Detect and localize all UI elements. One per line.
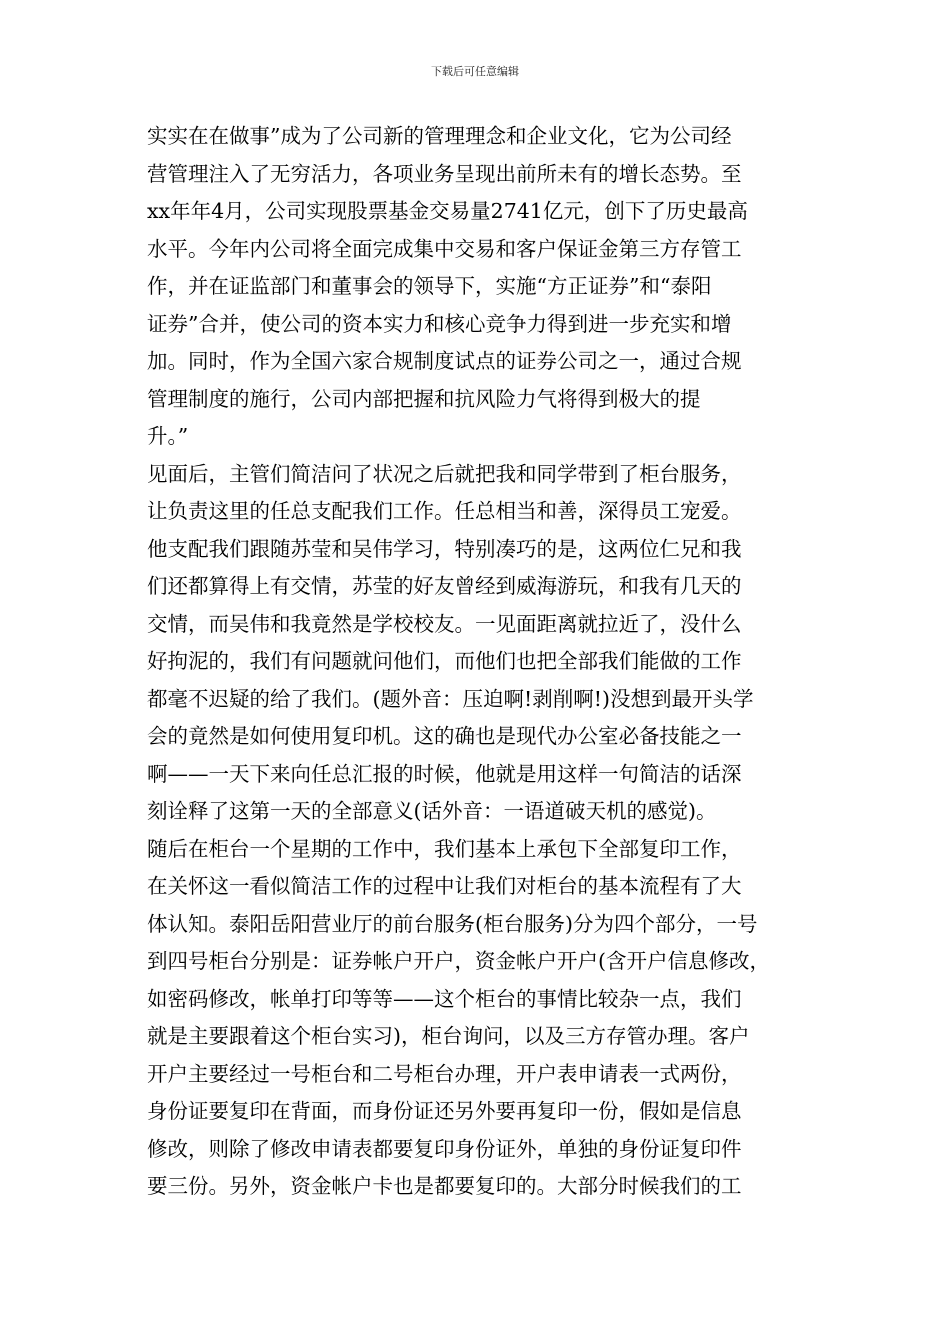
text-line: 让负责这里的任总支配我们工作。任总相当和善，深得员工宠爱。 — [147, 499, 742, 523]
text-line: 刻诠释了这第一天的全部意义(话外音：一语道破天机的感觉)。 — [147, 799, 717, 823]
text-line: 交情，而吴伟和我竟然是学校校友。一见面距离就拉近了，没什么 — [147, 611, 742, 636]
text-line: 到四号柜台分别是：证券帐户开户，资金帐户开户(含开户信息修改， — [147, 949, 770, 973]
text-line: 好拘泥的，我们有问题就问他们，而他们也把全部我们能做的工作 — [147, 649, 742, 673]
text-line: xx年年4月，公司实现股票基金交易量2741亿元，创下了历史最高 — [147, 199, 748, 223]
text-line: 水平。今年内公司将全面完成集中交易和客户保证金第三方存管工 — [147, 236, 742, 261]
text-line: 啊——一天下来向任总汇报的时候，他就是用这样一句简洁的话深 — [147, 761, 742, 786]
text-line: 实实在在做事”成为了公司新的管理理念和企业文化，它为公司经 — [147, 124, 732, 148]
document-body — [147, 118, 823, 1206]
text-line: 体认知。泰阳岳阳营业厅的前台服务(柜台服务)分为四个部分，一号 — [147, 911, 758, 936]
text-line: 作，并在证监部门和董事会的领导下，实施“方正证券”和“泰阳 — [147, 274, 712, 298]
text-line: 管理制度的施行，公司内部把握和抗风险力气将得到极大的提 — [147, 386, 701, 411]
text-line: 都毫不迟疑的给了我们。(题外音：压迫啊!剥削啊!)没想到最开头学 — [147, 686, 754, 711]
text-line: 们还都算得上有交情，苏莹的好友曾经到威海游玩，和我有几天的 — [147, 574, 742, 598]
text-line: 证券”合并，使公司的资本实力和核心竞争力得到进一步充实和增 — [147, 311, 732, 336]
text-line: 加。同时，作为全国六家合规制度试点的证券公司之一，通过合规 — [147, 349, 742, 373]
text-line: 修改，则除了修改申请表都要复印身份证外，单独的身份证复印件 — [147, 1136, 742, 1161]
text-line: 见面后，主管们简洁问了状况之后就把我和同学带到了柜台服务， — [147, 461, 742, 486]
text-line: 就是主要跟着这个柜台实习)，柜台询问，以及三方存管办理。客户 — [147, 1024, 750, 1048]
text-line: 要三份。另外，资金帐户卡也是都要复印的。大部分时候我们的工 — [147, 1174, 742, 1198]
text-line: 随后在柜台一个星期的工作中，我们基本上承包下全部复印工作， — [147, 836, 742, 861]
text-line: 营管理注入了无穷活力，各项业务呈现出前所未有的增长态势。至 — [147, 161, 742, 186]
text-line: 他支配我们跟随苏莹和吴伟学习，特别凑巧的是，这两位仁兄和我 — [147, 536, 742, 561]
text-line: 身份证要复印在背面，而身份证还另外要再复印一份，假如是信息 — [147, 1099, 742, 1123]
text-line: 升。” — [147, 424, 189, 448]
text-line: 在关怀这一看似简洁工作的过程中让我们对柜台的基本流程有了大 — [147, 874, 742, 898]
page-header: 下载后可任意编辑 — [431, 65, 519, 78]
text-line: 开户主要经过一号柜台和二号柜台办理，开户表申请表一式两份， — [147, 1061, 742, 1086]
text-line: 会的竟然是如何使用复印机。这的确也是现代办公室必备技能之一 — [147, 724, 742, 748]
text-line: 如密码修改，帐单打印等等——这个柜台的事情比较杂一点，我们 — [147, 986, 742, 1011]
